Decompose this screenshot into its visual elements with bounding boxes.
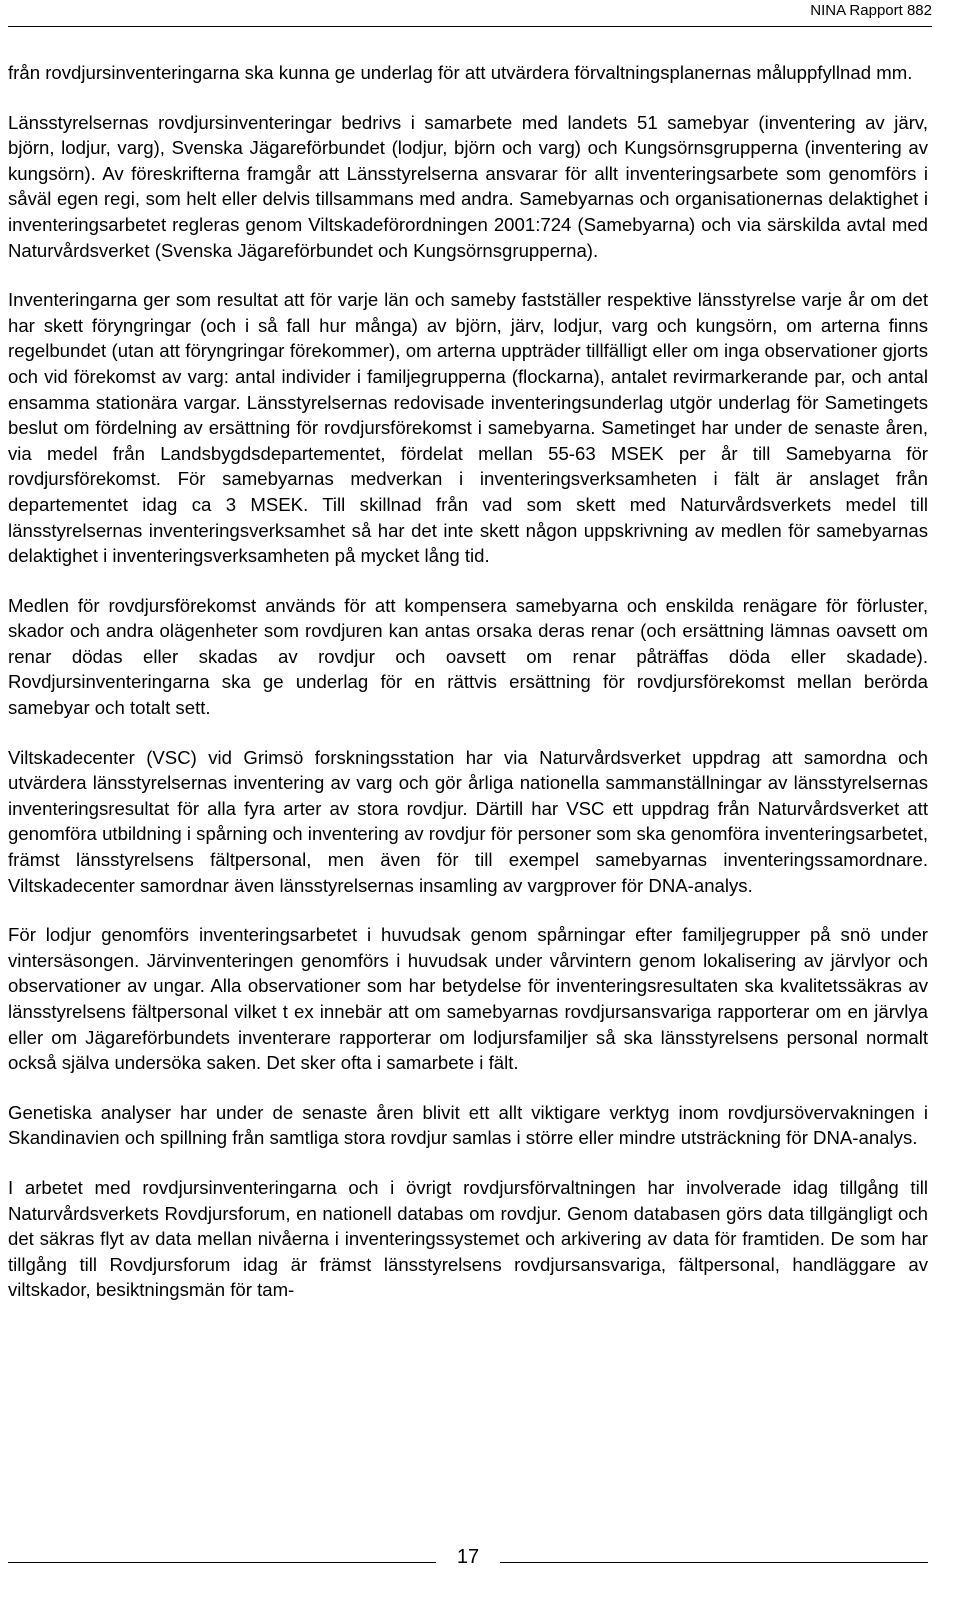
paragraph: Medlen för rovdjursförekomst används för att kompensera samebyarna och enskilda renägare för förluster, skador och andra olägenheter som rovdjuren kan antas orsaka deras renar (och ersättning lämnas oavsett om renar dödas eller skadas av rovdjur och oavsett om renar påträffas döda eller skadade). Rovdjursinventeringarna ska ge underlag för en rättvis ersättning för rovdjursförekomst mellan berörda samebyar och totalt sett. bbox=[8, 594, 928, 719]
page-footer bbox=[8, 1540, 928, 1580]
body-text bbox=[8, 60, 928, 1327]
paragraph: från rovdjursinventeringarna ska kunna ge underlag för att utvärdera förvaltningsplanernas måluppfyllnad mm. bbox=[8, 62, 913, 83]
page-number: 17 bbox=[456, 1546, 480, 1568]
paragraph: Viltskadecenter (VSC) vid Grimsö forskningsstation har via Naturvårdsverket uppdrag att samordna och utvärdera länsstyrelsernas inventering av varg och gör årliga nationella sammanställningar av länsstyrelsernas inventeringsresultat för alla fyra arter av stora rovdjur. Därtill har VSC ett uppdrag från Naturvårdsverket att genomföra utbildning i spårning och inventering av rovdjur för personer som ska genomföra inventeringsarbetet, främst länsstyrelsens fältpersonal, men även för till exempel samebyarnas inventeringssamordnare. Viltskadecenter samordnar även länsstyrelsernas insamling av vargprover för DNA-analys. bbox=[8, 746, 928, 896]
footer-rule-right bbox=[500, 1562, 928, 1563]
header-rule bbox=[8, 26, 932, 27]
paragraph: Inventeringarna ger som resultat att för varje län och sameby fastställer respektive länsstyrelse varje år om det har skett föryngringar (och i så fall hur många) av björn, järv, lodjur, varg och kungsörn, om arterna finns regelbundet (utan att föryngringar förekommer), om arterna uppträder tillfälligt eller om inga observationer gjorts och vid förekomst av varg: antal individer i familjegrupperna (flockarna), antalet revirmarkerande par, och antal ensamma stationära vargar. Länsstyrelsernas redovisade inventeringsunderlag utgör underlag för Sametingets beslut om fördelning av ersättning för rovdjursförekomst i samebyarna. Sametinget har under de senaste åren, via medel från Landsbygdsdepartementet, fördelat mellan 55-63 MSEK per år till Samebyarna för rovdjursförekomst. För samebyarnas medverkan i inventeringsverksamheten i fält är anslaget från departementet idag ca 3 MSEK. Till skillnad från vad som skett med Naturvårdsverkets medel till länsstyrelsernas inventeringsverksamhet så har det inte skett någon uppskrivning av medlen för samebyarnas delaktighet i inventeringsverksamheten på mycket lång tid. bbox=[8, 289, 928, 567]
paragraph: I arbetet med rovdjursinventeringarna och i övrigt rovdjursförvaltningen har involverade idag tillgång till Naturvårdsverkets Rovdjursforum, en nationell databas om rovdjur. Genom databasen görs data tillgängligt och det säkras flyt av data mellan nivåerna i inventeringssystemet och arkivering av data för framtiden. De som har tillgång till Rovdjursforum idag är främst länsstyrelsens rovdjursansvariga, fältpersonal, handläggare av viltskador, besiktningsmän för tam- bbox=[8, 1176, 928, 1301]
paragraph: För lodjur genomförs inventeringsarbetet i huvudsak genom spårningar efter familjegrupper på snö under vintersäsongen. Järvinventeringen genomförs i huvudsak under vårvintern genom lokalisering av järvlyor och observationer av ungar. Alla observationer som har betydelse för inventeringsresultaten ska kvalitetssäkras av länsstyrelsens fältpersonal vilket t ex innebär att om samebyarnas rovdjursansvariga rapporterar om en järvlya eller om Jägareförbundets inventerare rapporterar om lodjursfamiljer så ska länsstyrelsens personal normalt också själva undersöka saken. Det sker ofta i samarbete i fält. bbox=[8, 924, 928, 1074]
paragraph: Genetiska analyser har under de senaste åren blivit ett allt viktigare verktyg inom rovdjursövervakningen i Skandinavien och spillning från samtliga stora rovdjur samlas i större eller mindre utsträckning för DNA-analys. bbox=[8, 1101, 928, 1149]
report-title: NINA Rapport 882 bbox=[810, 2, 932, 19]
paragraph: Länsstyrelsernas rovdjursinventeringar bedrivs i samarbete med landets 51 samebyar (inventering av järv, björn, lodjur, varg), Svenska Jägareförbundet (lodjur, björn och varg) och Kungsörnsgrupperna (inventering av kungsörn). Av föreskrifterna framgår att Länsstyrelserna ansvarar för allt inventeringsarbete som genomförs i såväl egen regi, som helt eller delvis tillsammans med andra. Samebyarnas och organisationernas delaktighet i inventeringsarbetet regleras genom Viltskadeförordningen 2001:724 (Samebyarna) och via särskilda avtal med Naturvårdsverket (Svenska Jägareförbundet och Kungsörnsgrupperna). bbox=[8, 111, 928, 261]
page-header bbox=[0, 0, 960, 26]
